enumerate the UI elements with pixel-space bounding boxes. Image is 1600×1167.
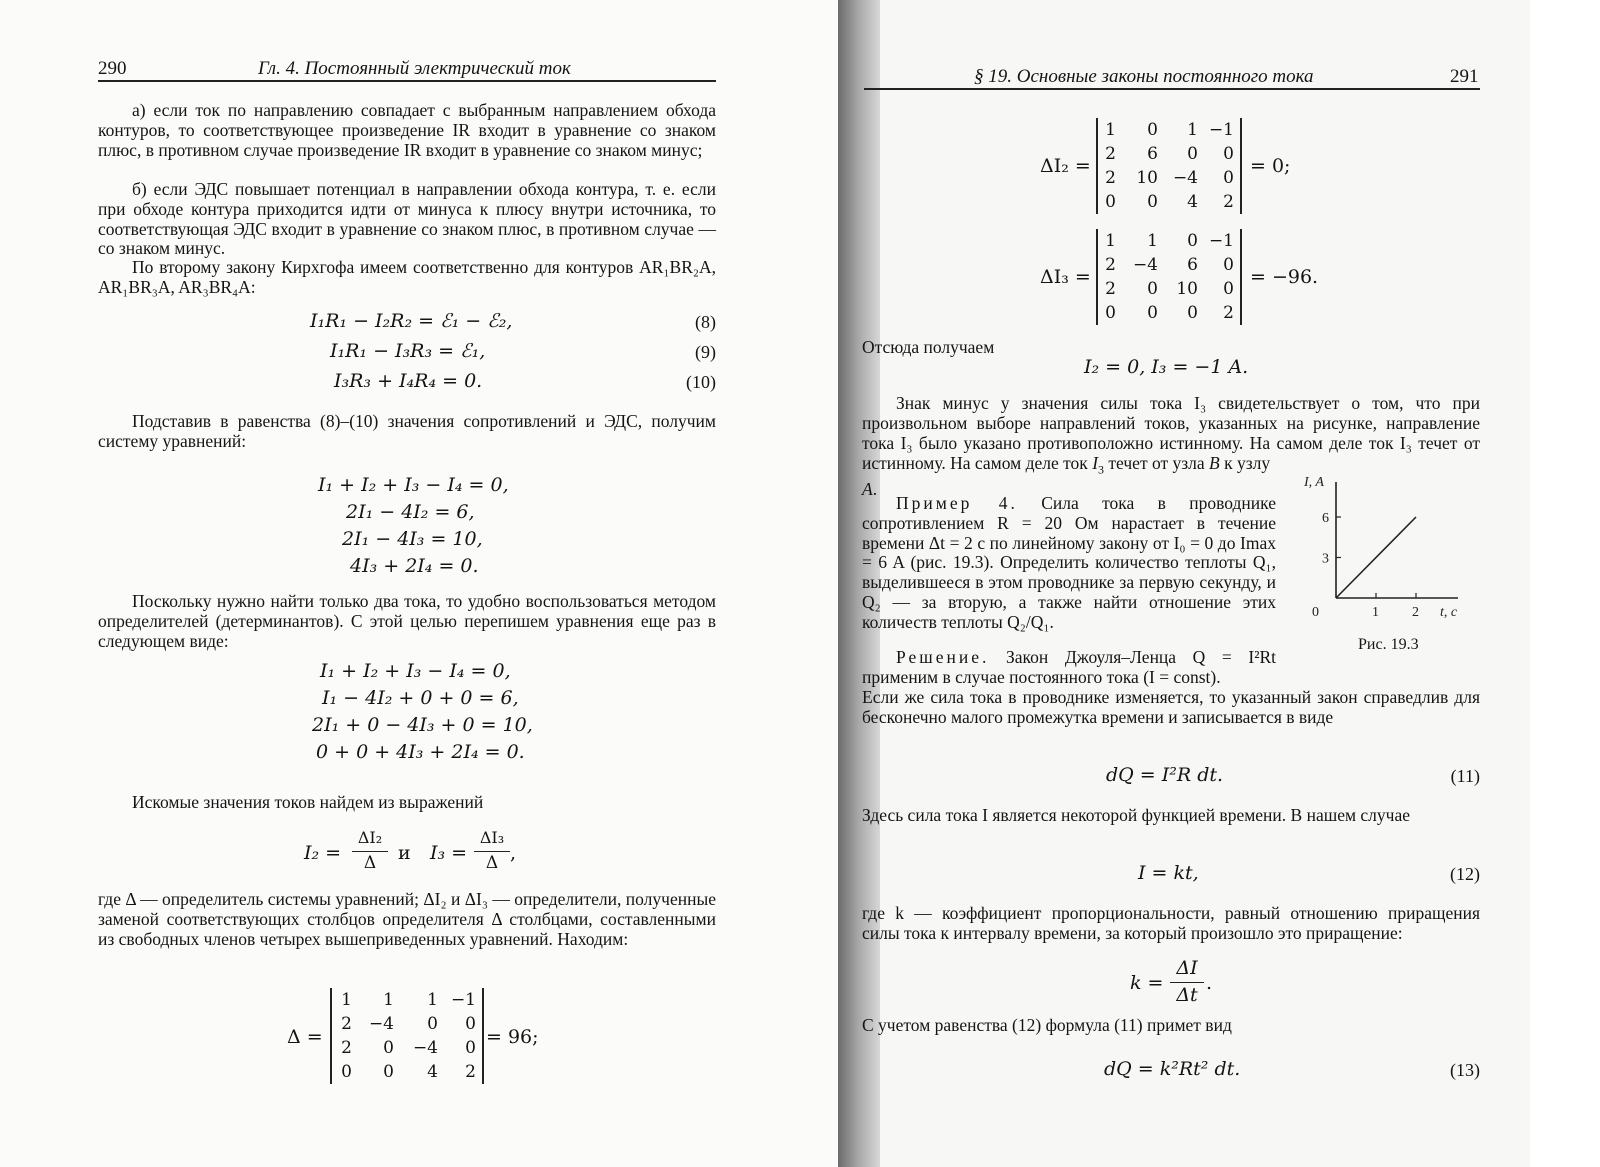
y-tick-label-6: 6 [1322,511,1329,526]
right-page-number: 291 [1450,66,1479,87]
equation-8: I₁R₁ − I₂R₂ = ℰ₁ − ℰ₂, [310,310,513,332]
equation-k-numerator: ΔI [1176,957,1198,979]
det-i3-matrix: 1 1 0 −1 2 −4 6 0 2 0 10 0 0 0 0 2 [1096,229,1242,325]
fraction-denominator-1: Δ [363,853,377,873]
paragraph-here: Здесь сила тока I является некоторой функцией времени. В нашем случае [862,805,1410,825]
equation-12-number: (12) [1450,864,1480,884]
right-running-head: § 19. Основные законы постоянного тока [974,66,1314,87]
paragraph-hence: Отсюда получаем [862,337,995,357]
equation-10-number: (10) [686,372,716,392]
system1-line-1: I₁ + I₂ + I₃ − I₄ = 0, [318,474,509,496]
y-axis-label: I, A [1304,475,1324,490]
example-text: Сила тока в проводнике сопротивлением R = 20 Ом нарастает в течение времени Δt = 2 с по линейному закону от I₀ = 0 до Imax = 6 A (рис. 19.3). Определить количество теплоты Q₁, выделившееся в этом проводнике за первую секунду, и Q₂ — за вторую, а также найти отношение этих количеств теплоты Q₂/Q₁. [862,493,1277,632]
equation-10: I₃R₃ + I₄R₄ = 0. [334,370,483,392]
equation-k-denominator: Δt [1176,984,1198,1006]
current-line-series-0 [1336,517,1416,598]
det-delta-label: Δ = [287,1026,323,1048]
det-i2-label: ΔI₂ = [1040,155,1091,177]
equation-k-lhs: k = [1130,972,1164,994]
x-axis-label: t, c [1440,605,1458,620]
left-running-head: Гл. 4. Постоянный электрический ток [258,58,571,79]
solution-label: Решение. [896,647,990,667]
system2-line-3: 2I₁ + 0 − 4I₃ + 0 = 10, [312,714,533,736]
equation-11-number: (11) [1450,766,1480,786]
system2-line-2: I₁ − 4I₂ + 0 + 0 = 6, [322,687,519,709]
fraction-bar-2 [474,851,510,852]
equation-k-bar [1170,982,1204,983]
paragraph-a: а) если ток по направлению совпадает с выбранным направлением обхода контуров, то соответствующее произведение IR входит в уравнение со знаком плюс, в противном случае произведение IR входит в уравнение со знаком минус; [98,100,716,160]
right-blank-margin [1530,0,1600,1167]
paragraph-k: где k — коэффициент пропорциональности, равный отношению приращения силы тока к интервалу времени, за который произошло это приращение: [862,903,1480,943]
det-i2-matrix: 1 0 1 −1 2 6 0 0 2 10 −4 0 0 0 4 2 [1096,118,1242,214]
left-page-number: 290 [98,58,127,79]
figure-19-3-graph [1290,468,1480,648]
system1-line-4: 4I₃ + 2I₄ = 0. [350,555,479,577]
fraction-lhs-2: I₃ = [430,842,468,864]
fraction-numerator-2: ΔI₃ [479,828,505,847]
paragraph-if: Если же сила тока в проводнике изменяется, то указанный закон справедлив для бесконечно малого промежутка времени и записывается в виде [862,687,1480,727]
equation-k-end: . [1206,972,1213,994]
example-label: Пример 4. [896,493,1018,513]
right-page [862,0,1530,1167]
det-delta-matrix: 1 1 1 −1 2 −4 0 0 2 0 −4 0 0 0 4 2 [330,988,484,1084]
paragraph-where: где Δ — определитель системы уравнений; ΔI₂ и ΔI₃ — определители, полученные заменой соответствующих столбцов определителя Δ столбцами, составленными из свободных членов четырех вышеприведенных уравнений. Находим: [98,889,716,949]
paragraph-substitute: Подставив в равенства (8)–(10) значения сопротивлений и ЭДС, получим систему уравнений: [98,411,716,451]
equation-11: dQ = I²R dt. [1106,764,1224,786]
paragraph-find: Искомые значения токов найдем из выражений [132,792,484,812]
fraction-numerator-1: ΔI₂ [357,828,383,847]
det-i3-label: ΔI₃ = [1040,266,1091,288]
fraction-denominator-2: Δ [485,853,499,873]
det-delta-result: = 96; [486,1026,539,1048]
left-header-rule [98,80,716,82]
system1-line-2: 2I₁ − 4I₂ = 6, [346,501,475,523]
det-i3-result: = −96. [1250,266,1319,288]
system2-line-4: 0 + 0 + 4I₃ + 2I₄ = 0. [316,741,525,763]
equation-13-number: (13) [1450,1060,1480,1080]
system1-line-3: 2I₁ − 4I₃ = 10, [342,528,483,550]
equation-9-number: (9) [695,342,716,362]
x-tick-label-0: 0 [1312,605,1319,620]
equation-8-number: (8) [695,312,716,332]
fraction-end: , [510,842,517,864]
y-tick-label-3: 3 [1322,551,1329,567]
x-tick-label-2: 2 [1412,605,1419,620]
result-line: I₂ = 0, I₃ = −1 A. [1084,356,1249,378]
paragraph-determinants: Поскольку нужно найти только два тока, то удобно воспользоваться методом определителей (детерминантов). С этой целью перепишем уравнения еще раз в следующем виде: [98,591,716,651]
paragraph-example-4 [862,494,1276,633]
equation-9: I₁R₁ − I₃R₃ = ℰ₁, [330,340,486,362]
fraction-and: и [398,842,411,864]
system2-line-1: I₁ + I₂ + I₃ − I₄ = 0, [320,660,511,682]
fraction-lhs-1: I₂ = [304,842,342,864]
equation-13: dQ = k²Rt² dt. [1104,1058,1241,1080]
det-i2-result: = 0; [1250,155,1291,177]
right-header-rule [864,88,1480,90]
x-tick-label-1: 1 [1372,605,1379,620]
fraction-bar-1 [352,851,388,852]
paragraph-solution [862,648,1276,688]
paragraph-kirchhoff: По второму закону Кирхгофа имеем соответственно для контуров AR₁BR₂A, AR₁BR₃A, AR₃BR₄A: [98,257,716,297]
paragraph-sign-tail: истинному. На самом деле ток $I_3$ течет от узла B к узлу A. [862,453,1271,500]
solution-text: Закон Джоуля–Ленца Q = I²Rt применим в случае постоянного тока (I = const). [862,647,1276,687]
equation-12: I = kt, [1138,862,1199,884]
paragraph-b: б) если ЭДС повышает потенциал в направлении обхода контура, т. е. если при обходе контура приходится идти от минуса к плюсу внутри источника, то соответствующая ЭДС входит в уравнение со знаком плюс, в противном случае — со знаком минус. [98,179,716,259]
paragraph-sign: Знак минус у значения силы тока I₃ свидетельствует о том, что при произвольном выборе направлений токов, указанных на рисунке, направление тока I₃ было указано противоположно истинному. На самом деле ток I₃ течет от [862,394,1480,453]
paragraph-taking: С учетом равенства (12) формула (11) примет вид [862,1015,1232,1035]
figure-caption: Рис. 19.3 [1358,636,1419,653]
